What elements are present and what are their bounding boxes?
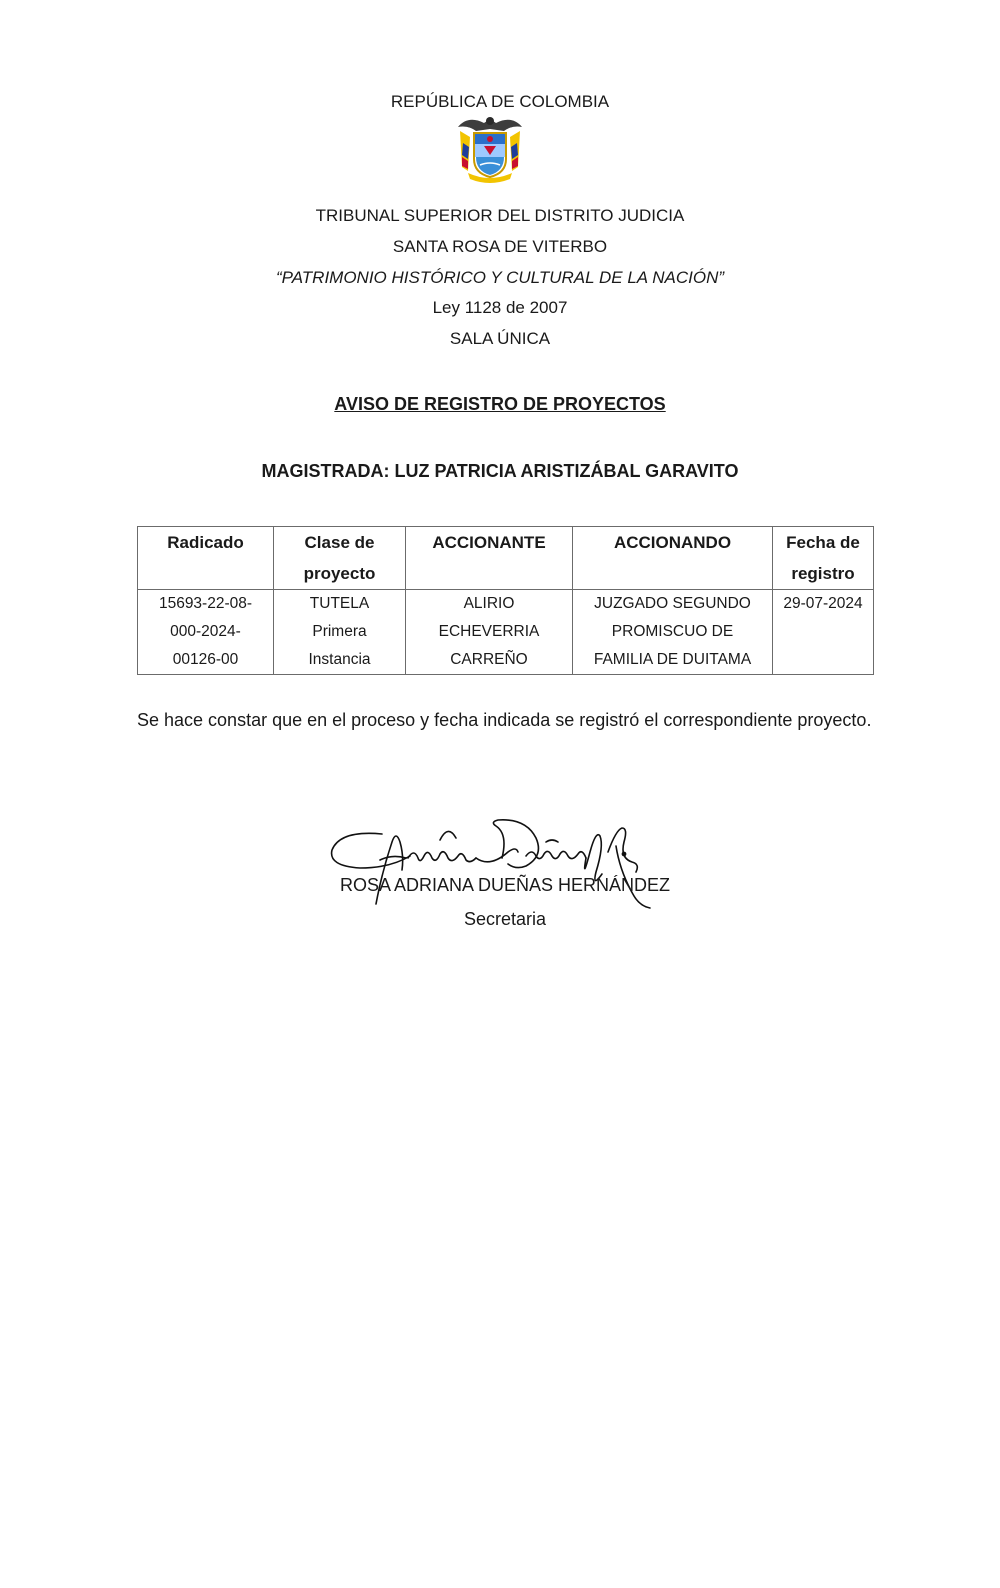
registry-table [137,526,874,675]
chamber-name: SALA ÚNICA [449,329,551,348]
header-line: registro [791,564,855,583]
handwritten-signature [320,812,660,920]
header-clase [274,527,406,590]
signer-role: Secretaria [463,909,547,929]
header-line: Radicado [167,533,244,552]
header-accionante [406,527,573,590]
table-header-row [138,527,874,590]
cell-radicado [138,590,274,675]
header-radicado [138,527,274,590]
court-name: TRIBUNAL SUPERIOR DEL DISTRITO JUDICIA [315,206,685,225]
cell-line: FAMILIA DE DUITAMA [593,651,752,668]
cell-line: 00126-00 [172,651,239,668]
header-line: Fecha de [786,533,860,552]
country-heading: REPÚBLICA DE COLOMBIA [390,92,610,111]
document-title: AVISO DE REGISTRO DE PROYECTOS [334,394,666,414]
cell-line: Primera [312,623,367,640]
certification-paragraph: Se hace constar que en el proceso y fecha indicada se registró el correspondiente proyecto. [137,710,872,730]
cell-line: 29-07-2024 [783,595,863,612]
header-line: proyecto [303,564,376,583]
cell-line: 15693-22-08- [158,595,253,612]
city-name: SANTA ROSA DE VITERBO [392,237,608,256]
cell-line: CARREÑO [450,651,528,668]
cell-line: 000-2024- [170,623,241,640]
cell-line: PROMISCUO DE [611,623,734,640]
law-reference: Ley 1128 de 2007 [432,298,568,317]
colombia-coat-of-arms-icon [454,113,526,183]
header-line: Clase de [304,533,375,552]
cell-fecha [773,590,874,675]
cell-accionante [406,590,573,675]
cell-line: ALIRIO [463,595,515,612]
magistrate-line: MAGISTRADA: LUZ PATRICIA ARISTIZÁBAL GARAVITO [261,461,739,481]
cell-line: ECHEVERRIA [438,623,540,640]
cell-line: Instancia [308,651,371,668]
header-accionando [573,527,773,590]
header-line: ACCIONANDO [613,533,732,552]
cell-line: TUTELA [309,595,370,612]
table-row [138,590,874,675]
header-fecha [773,527,874,590]
signer-name: ROSA ADRIANA DUEÑAS HERNÁNDEZ [339,875,671,895]
motto: “PATRIMONIO HISTÓRICO Y CULTURAL DE LA NACIÓN” [275,268,725,287]
cell-line: JUZGADO SEGUNDO [594,595,751,612]
cell-accionando [573,590,773,675]
cell-clase [274,590,406,675]
header-line: ACCIONANTE [432,533,546,552]
